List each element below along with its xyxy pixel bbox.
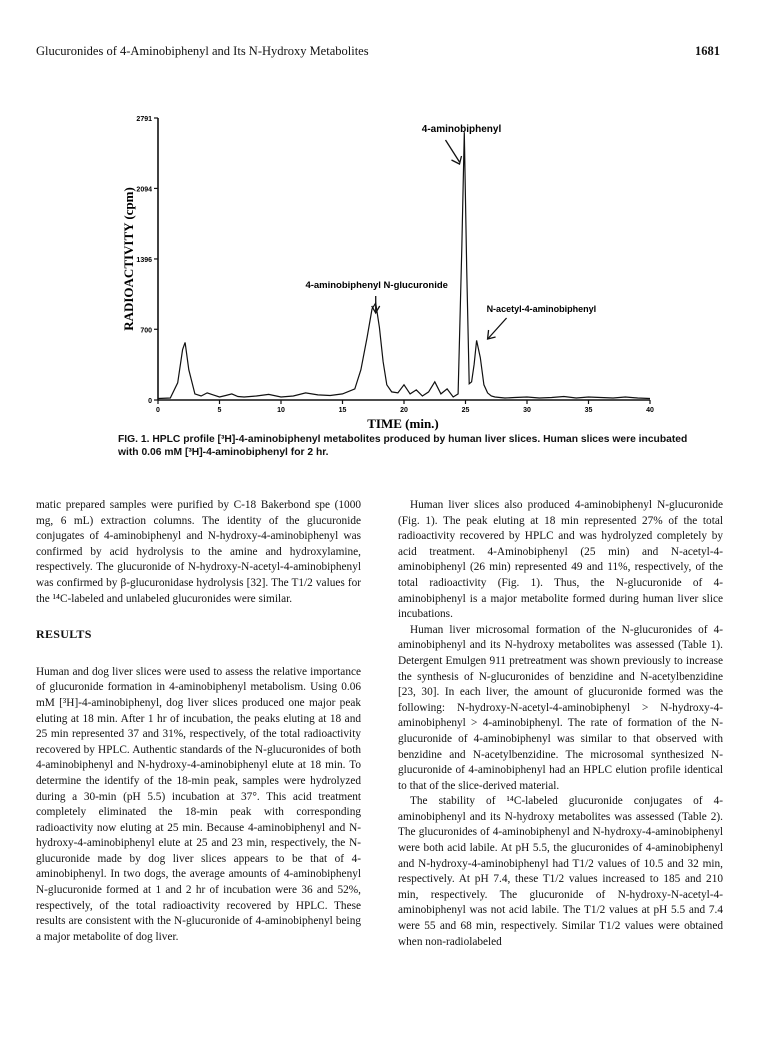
- page-number: 1681: [695, 44, 720, 58]
- x-tick-label: 15: [338, 407, 347, 414]
- figure-caption: FIG. 1. HPLC profile [³H]-4-aminobiphenyl metabolites produced by human liver slices. Human slices were incubated with 0.06 mM [³H]-4-aminobiphenyl for 2 hr.: [118, 434, 688, 458]
- x-ticks: [156, 400, 654, 414]
- x-tick-label: 20: [400, 407, 408, 414]
- x-axis-label: TIME (min.): [367, 416, 439, 431]
- peak-arrow: [446, 140, 460, 162]
- chromatogram-trace: [158, 132, 650, 398]
- peak-label: 4-aminobiphenyl N-glucuronide: [305, 280, 448, 291]
- y-axis-label: RADIOACTIVITY (cpm): [121, 187, 136, 331]
- x-tick-label: 35: [584, 407, 593, 414]
- running-title: Glucuronides of 4-Aminobiphenyl and Its N-Hydroxy Metabolites: [36, 44, 369, 58]
- left-column: [36, 498, 361, 945]
- y-tick-label: 0: [148, 398, 152, 405]
- x-tick-label: 30: [523, 407, 531, 414]
- right-column: [398, 498, 723, 950]
- results-heading: RESULTS: [36, 627, 92, 642]
- peak-arrow: [489, 318, 507, 338]
- y-tick-label: 2791: [136, 116, 152, 123]
- x-tick-label: 25: [461, 407, 470, 414]
- peak-label: 4-aminobiphenyl: [421, 124, 502, 135]
- paragraph: Human liver slices also produced 4-aminobiphenyl N-glucuronide (Fig. 1). The peak eluting at 18 min represented 27% of the total radioactivity recovered by HPLC and was hydrolyzed completely by acid treatment. 4-Aminobiphenyl (25 min) and N-acetyl-4-aminobiphenyl (26 min) represented 49 and 11%, respectively, of the total radioactivity (Fig. 1). Thus, the N-glucuronide of 4-aminobiphenyl is a major metabolite formed during human liver slice incubations.: [398, 499, 723, 621]
- chart-axes: [158, 118, 650, 400]
- y-tick-label: 700: [140, 327, 152, 335]
- x-tick-label: 10: [277, 407, 285, 414]
- y-tick-label: 2094: [136, 186, 152, 194]
- peak-label: N-acetyl-4-aminobiphenyl: [486, 304, 597, 314]
- paragraph: The stability of ¹⁴C-labeled glucuronide conjugates of 4-aminobiphenyl and its N-hydroxy metabolites was assessed (Table 2). The glucuronides of 4-aminobiphenyl and N-hydroxy-4-aminobiphenyl were both acid labile. At pH 5.5, the glucuronides of 4-aminobiphenyl and N-hydroxy-4-aminobiphenyl had T1/2 values of 10.5 and 32 min, respectively. At pH 7.4, these T1/2 values increased to 185 and 210 min, respectively. The glucuronide of N-hydroxy-N-acetyl-4-aminobiphenyl was not acid labile. The T1/2 values at pH 5.5 and 7.4 were 55 and 68 min, respectively. Similar T1/2 values were obtained when non-radiolabeled: [398, 795, 723, 948]
- paragraph: Human liver microsomal formation of the N-glucuronides of 4-aminobiphenyl and its N-hydroxy metabolites was assessed (Table 1). Detergent Emulgen 911 pretreatment was shown previously to increase the synthesis of N-glucuronides of benzidine and N-acetylbenzidine [23, 30]. In each liver, the amount of glucuronide formed was the following: N-hydroxy-N-acetyl-4-aminobiphenyl > N-hydroxy-4-aminobiphenyl > 4-aminobiphenyl. The rate of formation of the N-glucuronide of 4-aminobiphenyl was similar to that observed with benzidine and N-acetylbenzidine. The microsomal synthesized N-glucuronide of 4-aminobiphenyl had an HPLC elution profile identical to that of the slice-derived material.: [398, 623, 723, 792]
- x-tick-label: 40: [646, 407, 654, 414]
- peak-annotations: [305, 124, 596, 339]
- x-tick-label: 0: [156, 407, 160, 414]
- x-tick-label: 5: [217, 407, 222, 414]
- paragraph: matic prepared samples were purified by C-18 Bakerbond spe (1000 mg, 6 mL) extraction columns. The identity of the glucuronide conjugates of 4-aminobiphenyl and N-hydroxy-4-aminobiphenyl was confirmed by acid hydrolysis to the amine and hydroxylamine, respectively. The glucuronide of N-hydroxy-N-acetyl-4-aminobiphenyl was confirmed by β-glucuronidase hydrolysis [32]. The T1/2 values for the ¹⁴C-labeled and unlabeled glucuronides were similar.: [36, 499, 361, 605]
- paragraph: Human and dog liver slices were used to assess the relative importance of glucuronide formation in 4-aminobiphenyl metabolism. Using 0.06 mM [³H]-4-aminobiphenyl, dog liver slices produced one major peak eluting at 18 min. After 1 hr of incubation, the peaks eluting at 18 and 25 min represented 37 and 31%, respectively, of the total radioactivity recovered by HPLC. Authentic standards of the N-glucuronides of both 4-aminobiphenyl and N-hydroxy-4-aminobiphenyl elute at 18 min. To determine the identify of the 18-min peak, samples were hydrolyzed during a 30-min (pH 5.5) incubation at 37°. This acid treatment completely eliminated the 18-min peak with corresponding radioactivity now eluting at 25 min. Because 4-aminobiphenyl and N-hydroxy-4-aminobiphenyl elute at 25 and 23 min, respectively, the N-glucuronide made by dog liver slices appears to be that of 4-aminobiphenyl. In two dogs, the average amounts of 4-aminobiphenyl N-glucuronide formed at 1 and 2 hr of incubation were 36 and 52%, respectively, of the total radioactivity recovered by HPLC. These results are consistent with the N-glucuronide of 4-aminobiphenyl being a major metabolite of dog liver.: [36, 665, 361, 943]
- hplc-chart: [0, 0, 768, 470]
- y-ticks: [136, 116, 158, 405]
- y-tick-label: 1396: [136, 256, 152, 264]
